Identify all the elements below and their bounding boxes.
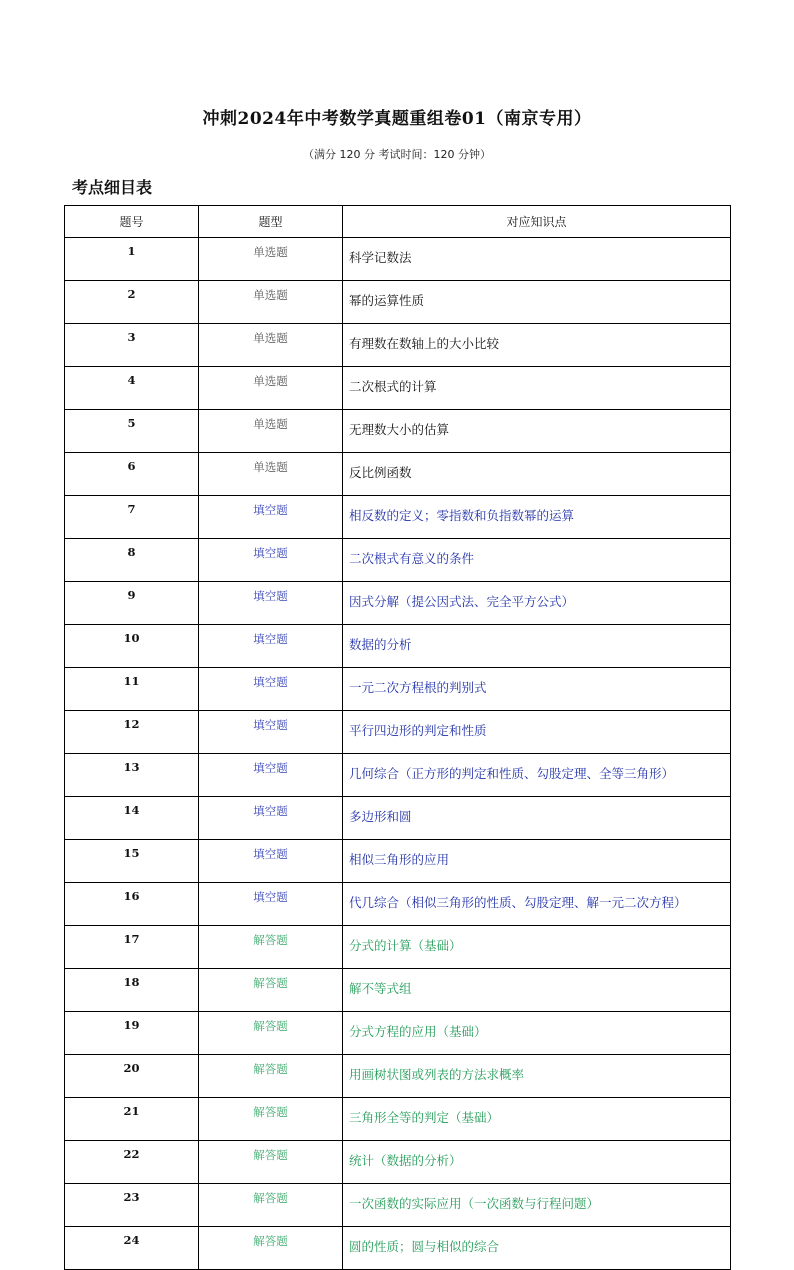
exam-info: （满分 120 分 考试时间：120 分钟） [303,148,491,161]
question-number: 12 [65,711,199,754]
question-number: 19 [65,1012,199,1055]
question-number: 22 [65,1141,199,1184]
knowledge-point: 圆的性质；圆与相似的综合 [343,1227,731,1270]
table-row [65,496,731,539]
knowledge-point: 二次根式的计算 [343,367,731,410]
table-row [65,883,731,926]
knowledge-point: 无理数大小的估算 [343,410,731,453]
question-type: 填空题 [199,539,343,582]
table-row [65,410,731,453]
knowledge-point: 科学记数法 [343,238,731,281]
question-type: 单选题 [199,367,343,410]
question-number: 21 [65,1098,199,1141]
knowledge-point: 统计（数据的分析） [343,1141,731,1184]
knowledge-point: 三角形全等的判定（基础） [343,1098,731,1141]
section-heading: 考点细目表 [72,178,153,197]
question-type: 填空题 [199,754,343,797]
table-row [65,625,731,668]
question-number: 2 [65,281,199,324]
table-row [65,1055,731,1098]
question-number: 5 [65,410,199,453]
question-type: 解答题 [199,1012,343,1055]
knowledge-point: 相似三角形的应用 [343,840,731,883]
question-number: 1 [65,238,199,281]
table-row [65,1184,731,1227]
question-number: 14 [65,797,199,840]
knowledge-point: 几何综合（正方形的判定和性质、勾股定理、全等三角形） [343,754,731,797]
question-type: 填空题 [199,625,343,668]
knowledge-point: 数据的分析 [343,625,731,668]
knowledge-point: 反比例函数 [343,453,731,496]
question-type: 单选题 [199,324,343,367]
table-row [65,711,731,754]
knowledge-point: 分式的计算（基础） [343,926,731,969]
table-row [65,281,731,324]
column-header-number: 题号 [65,206,199,238]
question-type: 解答题 [199,1098,343,1141]
question-number: 4 [65,367,199,410]
table-row [65,797,731,840]
knowledge-point: 因式分解（提公因式法、完全平方公式） [343,582,731,625]
knowledge-point: 相反数的定义；零指数和负指数幂的运算 [343,496,731,539]
column-header-knowledge-point: 对应知识点 [343,206,731,238]
question-type: 解答题 [199,1055,343,1098]
table-row [65,1012,731,1055]
table-row [65,324,731,367]
table-row [65,668,731,711]
knowledge-point: 有理数在数轴上的大小比较 [343,324,731,367]
table-row [65,539,731,582]
question-type: 解答题 [199,1184,343,1227]
table-header-row [65,206,731,238]
question-type: 填空题 [199,582,343,625]
knowledge-point: 一元二次方程根的判别式 [343,668,731,711]
knowledge-point: 二次根式有意义的条件 [343,539,731,582]
question-type: 填空题 [199,797,343,840]
table-row [65,969,731,1012]
knowledge-point: 代几综合（相似三角形的性质、勾股定理、解一元二次方程） [343,883,731,926]
table-row [65,1098,731,1141]
question-type: 解答题 [199,926,343,969]
table-row [65,754,731,797]
question-type: 解答题 [199,969,343,1012]
question-number: 16 [65,883,199,926]
question-number: 3 [65,324,199,367]
question-type: 填空题 [199,668,343,711]
question-type: 填空题 [199,840,343,883]
question-type: 填空题 [199,883,343,926]
knowledge-point: 分式方程的应用（基础） [343,1012,731,1055]
knowledge-point: 平行四边形的判定和性质 [343,711,731,754]
knowledge-point-table [64,205,731,1270]
question-number: 20 [65,1055,199,1098]
question-number: 10 [65,625,199,668]
question-type: 单选题 [199,281,343,324]
question-number: 6 [65,453,199,496]
table-row [65,582,731,625]
knowledge-point: 解不等式组 [343,969,731,1012]
question-type: 单选题 [199,453,343,496]
table-row [65,926,731,969]
knowledge-point: 幂的运算性质 [343,281,731,324]
question-number: 24 [65,1227,199,1270]
knowledge-point: 多边形和圆 [343,797,731,840]
table-row [65,367,731,410]
knowledge-point: 一次函数的实际应用（一次函数与行程问题） [343,1184,731,1227]
question-number: 8 [65,539,199,582]
question-number: 9 [65,582,199,625]
table-row [65,840,731,883]
table-row [65,238,731,281]
question-type: 解答题 [199,1227,343,1270]
question-type: 单选题 [199,410,343,453]
table-row [65,1141,731,1184]
question-type: 解答题 [199,1141,343,1184]
question-number: 7 [65,496,199,539]
table-row [65,453,731,496]
question-number: 17 [65,926,199,969]
question-number: 18 [65,969,199,1012]
column-header-type: 题型 [199,206,343,238]
table-body [65,238,731,1270]
question-type: 单选题 [199,238,343,281]
question-number: 23 [65,1184,199,1227]
knowledge-point: 用画树状图或列表的方法求概率 [343,1055,731,1098]
question-number: 13 [65,754,199,797]
question-type: 填空题 [199,711,343,754]
question-type: 填空题 [199,496,343,539]
question-number: 15 [65,840,199,883]
page-title: 冲刺2024年中考数学真题重组卷01（南京专用） [202,109,592,129]
table-row [65,1227,731,1270]
question-number: 11 [65,668,199,711]
